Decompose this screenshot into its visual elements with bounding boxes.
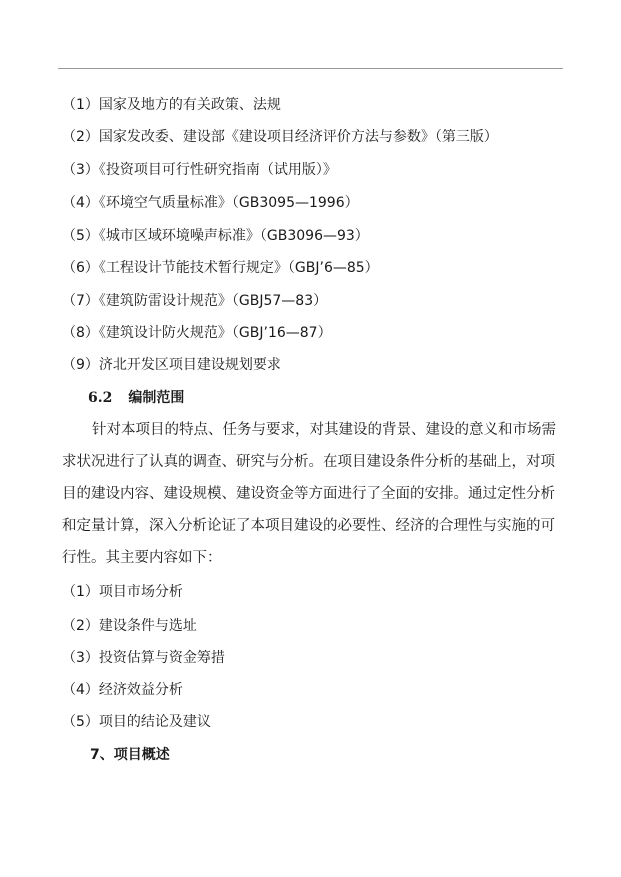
reference-item: （4）《环境空气质量标准》（GB3095—1996） (62, 195, 359, 211)
paragraph-line: 和定量计算，深入分析论证了本项目建设的必要性、经济的合理性与实施的可 (62, 518, 555, 534)
section-heading-7: 7、项目概述 (90, 747, 170, 763)
paragraph-line: 针对本项目的特点、任务与要求，对其建设的背景、建设的意义和市场需 (92, 422, 556, 438)
reference-item: （9）济北开发区项目建设规划要求 (62, 357, 281, 373)
paragraph-line: 行性。其主要内容如下： (62, 550, 222, 566)
reference-item: （1）国家及地方的有关政策、法规 (62, 97, 281, 113)
scope-item: （4）经济效益分析 (62, 682, 183, 698)
header-rule (58, 68, 563, 69)
paragraph-line: 求状况进行了认真的调查、研究与分析。在项目建设条件分析的基础上，对项 (62, 454, 555, 470)
section-title: 编制范围 (128, 390, 185, 406)
reference-item: （2）国家发改委、建设部《建设项目经济评价方法与参数》（第三版） (62, 129, 498, 145)
scope-item: （2）建设条件与选址 (62, 618, 197, 634)
scope-paragraph (62, 420, 562, 580)
scope-item: （1）项目市场分析 (62, 584, 183, 600)
scope-item: （5）项目的结论及建议 (62, 714, 211, 730)
section-number: 6.2 (88, 390, 113, 406)
reference-item: （8）《建筑设计防火规范》（GBJ’16—87） (62, 325, 332, 341)
reference-item: （7）《建筑防雷设计规范》（GBJ57—83） (62, 293, 328, 309)
paragraph-line: 目的建设内容、建设规模、建设资金等方面进行了全面的安排。通过定性分析 (62, 486, 555, 502)
reference-item: （3）《投资项目可行性研究指南（试用版）》 (62, 162, 337, 178)
section-heading-6-2 (88, 390, 184, 406)
reference-item: （5）《城市区域环境噪声标准》（GB3096—93） (62, 228, 369, 244)
reference-item: （6）《工程设计节能技术暂行规定》（GBJ’6—85） (62, 260, 379, 276)
scope-item: （3）投资估算与资金筹措 (62, 650, 225, 666)
